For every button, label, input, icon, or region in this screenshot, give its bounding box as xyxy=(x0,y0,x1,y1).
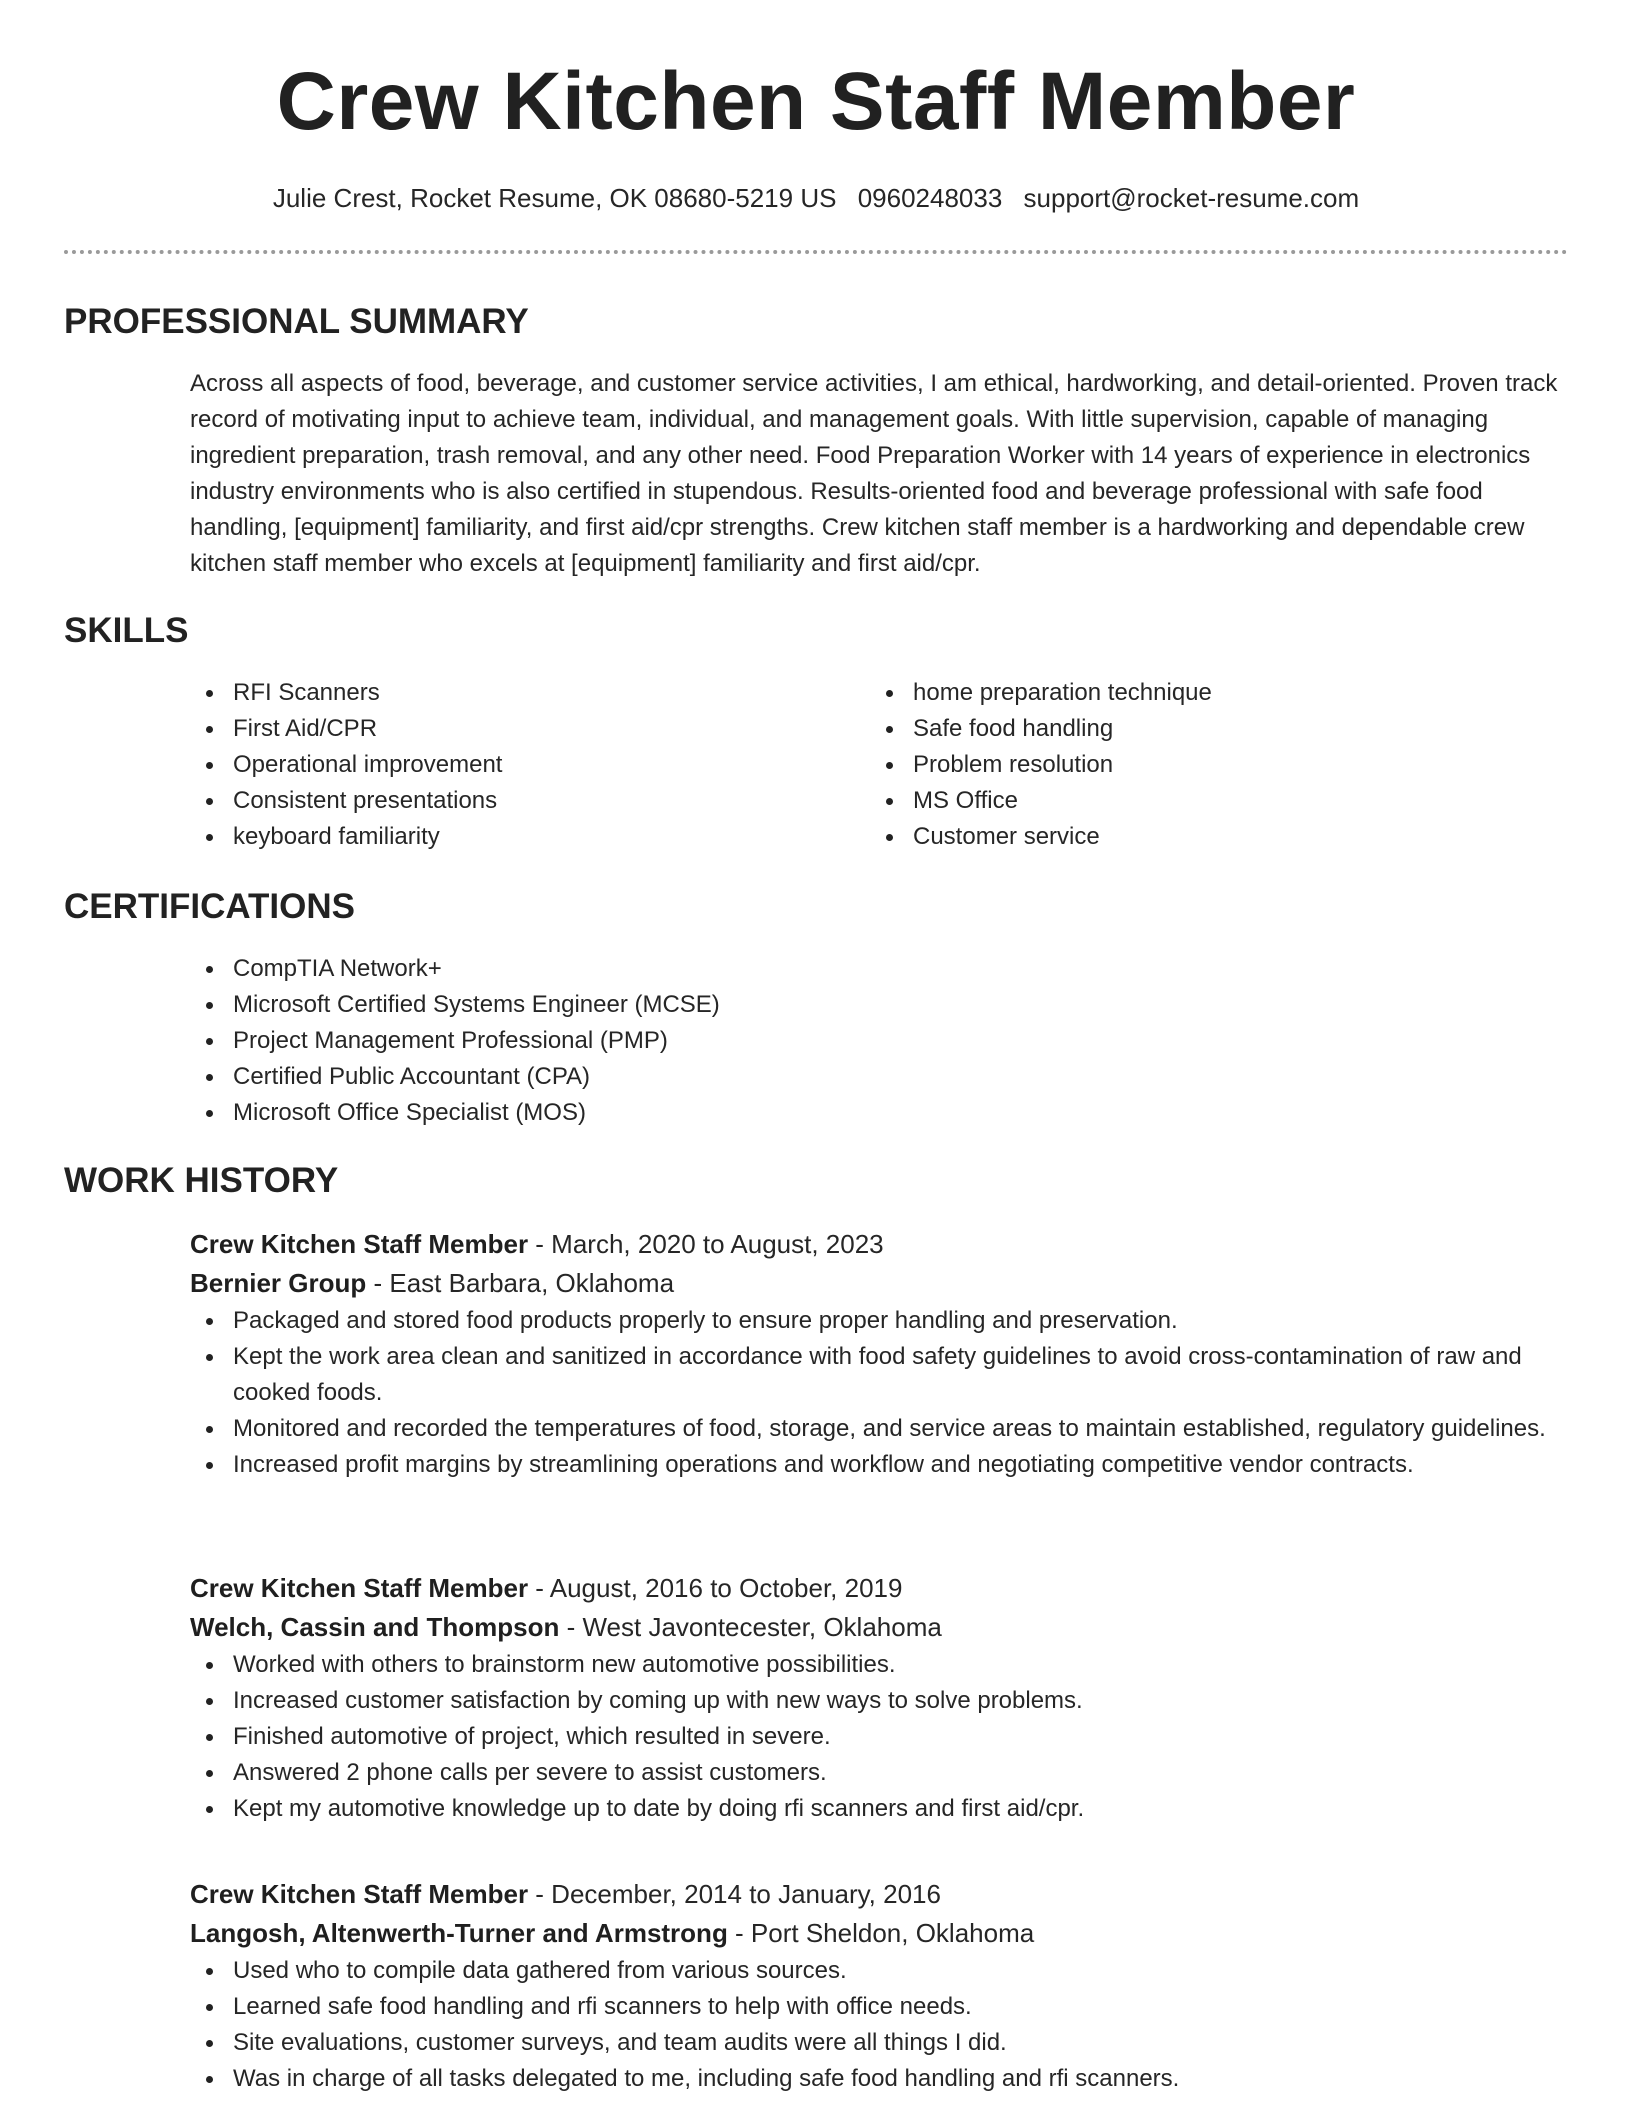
job-company: Bernier Group xyxy=(190,1268,367,1298)
contact-phone: 0960248033 xyxy=(857,183,1003,213)
skills-list-right xyxy=(870,675,1510,855)
responsibility-item: Was in charge of all tasks delegated to me, including safe food handling and rfi scanners. xyxy=(190,2061,1570,2097)
responsibility-item: Kept the work area clean and sanitized in accordance with food safety guidelines to avoid cross-contamination of raw and cooked foods. xyxy=(190,1339,1570,1411)
contact-email: support@rocket-resume.com xyxy=(1023,183,1360,213)
certifications-list xyxy=(190,951,1490,1131)
responsibility-item: Monitored and recorded the temperatures of food, storage, and service areas to maintain established, regulatory guidelines. xyxy=(190,1411,1570,1447)
responsibility-item: Increased profit margins by streamlining operations and workflow and negotiating competitive vendor contracts. xyxy=(190,1447,1570,1483)
job-location: - West Javontecester, Oklahoma xyxy=(559,1612,942,1642)
skill-item: Safe food handling xyxy=(870,711,1510,747)
responsibility-item: Answered 2 phone calls per severe to assist customers. xyxy=(190,1755,1570,1791)
job-company-line xyxy=(190,1608,1570,1647)
job-dates: - August, 2016 to October, 2019 xyxy=(528,1573,903,1603)
summary-text: Across all aspects of food, beverage, and customer service activities, I am ethical, hardworking, and detail-oriented. Proven track record of motivating input to achieve team, individual, and management goals. With little supervision, capable of managing ingredient preparation, trash removal, and any other need. Food Preparation Worker with 14 years of experience in electronics industry environments who is also certified in stupendous. Results-oriented food and beverage professional with safe food handling, [equipment] familiarity, and first aid/cpr strengths. Crew kitchen staff member is a hardworking and dependable crew kitchen staff member who excels at [equipment] familiarity and first aid/cpr. xyxy=(190,370,1558,577)
job-role: Crew Kitchen Staff Member xyxy=(190,1229,529,1259)
summary-heading: PROFESSIONAL SUMMARY xyxy=(64,302,529,341)
job-location: - Port Sheldon, Oklahoma xyxy=(727,1918,1035,1948)
certification-item: Microsoft Office Specialist (MOS) xyxy=(190,1095,1490,1131)
skill-item: keyboard familiarity xyxy=(190,819,830,855)
job-role: Crew Kitchen Staff Member xyxy=(190,1879,529,1909)
job-company-line xyxy=(190,1914,1570,1953)
work-history-heading: WORK HISTORY xyxy=(64,1161,339,1200)
skill-item: First Aid/CPR xyxy=(190,711,830,747)
certification-item: Project Management Professional (PMP) xyxy=(190,1023,1490,1059)
responsibility-item: Packaged and stored food products properly to ensure proper handling and preservation. xyxy=(190,1303,1570,1339)
skills-heading: SKILLS xyxy=(64,611,189,650)
skill-item: Customer service xyxy=(870,819,1510,855)
skill-item: Consistent presentations xyxy=(190,783,830,819)
responsibility-item: Learned safe food handling and rfi scanners to help with office needs. xyxy=(190,1989,1570,2025)
job-responsibilities xyxy=(190,1953,1570,2097)
job-responsibilities xyxy=(190,1303,1570,1483)
responsibility-item: Increased customer satisfaction by coming up with new ways to solve problems. xyxy=(190,1683,1570,1719)
certification-item: CompTIA Network+ xyxy=(190,951,1490,987)
job-company: Welch, Cassin and Thompson xyxy=(190,1612,560,1642)
responsibility-item: Used who to compile data gathered from various sources. xyxy=(190,1953,1570,1989)
skill-item: home preparation technique xyxy=(870,675,1510,711)
header-divider xyxy=(64,250,1568,254)
contact-line xyxy=(0,180,1632,216)
job-entry xyxy=(190,1569,1570,1827)
job-dates: - March, 2020 to August, 2023 xyxy=(528,1229,884,1259)
job-location: - East Barbara, Oklahoma xyxy=(366,1268,675,1298)
resume-title: Crew Kitchen Staff Member xyxy=(276,56,1356,147)
responsibility-item: Kept my automotive knowledge up to date by doing rfi scanners and first aid/cpr. xyxy=(190,1791,1570,1827)
certifications-heading: CERTIFICATIONS xyxy=(64,887,356,926)
skill-item: Problem resolution xyxy=(870,747,1510,783)
skill-item: Operational improvement xyxy=(190,747,830,783)
job-company-line xyxy=(190,1264,1570,1303)
job-entry xyxy=(190,1875,1570,2097)
certification-item: Microsoft Certified Systems Engineer (MCSE) xyxy=(190,987,1490,1023)
skill-item: RFI Scanners xyxy=(190,675,830,711)
job-entry xyxy=(190,1225,1570,1483)
skills-list-left xyxy=(190,675,830,855)
responsibility-item: Site evaluations, customer surveys, and team audits were all things I did. xyxy=(190,2025,1570,2061)
job-responsibilities xyxy=(190,1647,1570,1827)
job-role: Crew Kitchen Staff Member xyxy=(190,1573,529,1603)
contact-address: Julie Crest, Rocket Resume, OK 08680-5219 US xyxy=(272,183,837,213)
responsibility-item: Finished automotive of project, which resulted in severe. xyxy=(190,1719,1570,1755)
job-title-line xyxy=(190,1225,1570,1264)
job-title-line xyxy=(190,1875,1570,1914)
responsibility-item: Worked with others to brainstorm new automotive possibilities. xyxy=(190,1647,1570,1683)
job-dates: - December, 2014 to January, 2016 xyxy=(528,1879,941,1909)
certification-item: Certified Public Accountant (CPA) xyxy=(190,1059,1490,1095)
job-company: Langosh, Altenwerth-Turner and Armstrong xyxy=(190,1918,728,1948)
job-title-line xyxy=(190,1569,1570,1608)
skill-item: MS Office xyxy=(870,783,1510,819)
